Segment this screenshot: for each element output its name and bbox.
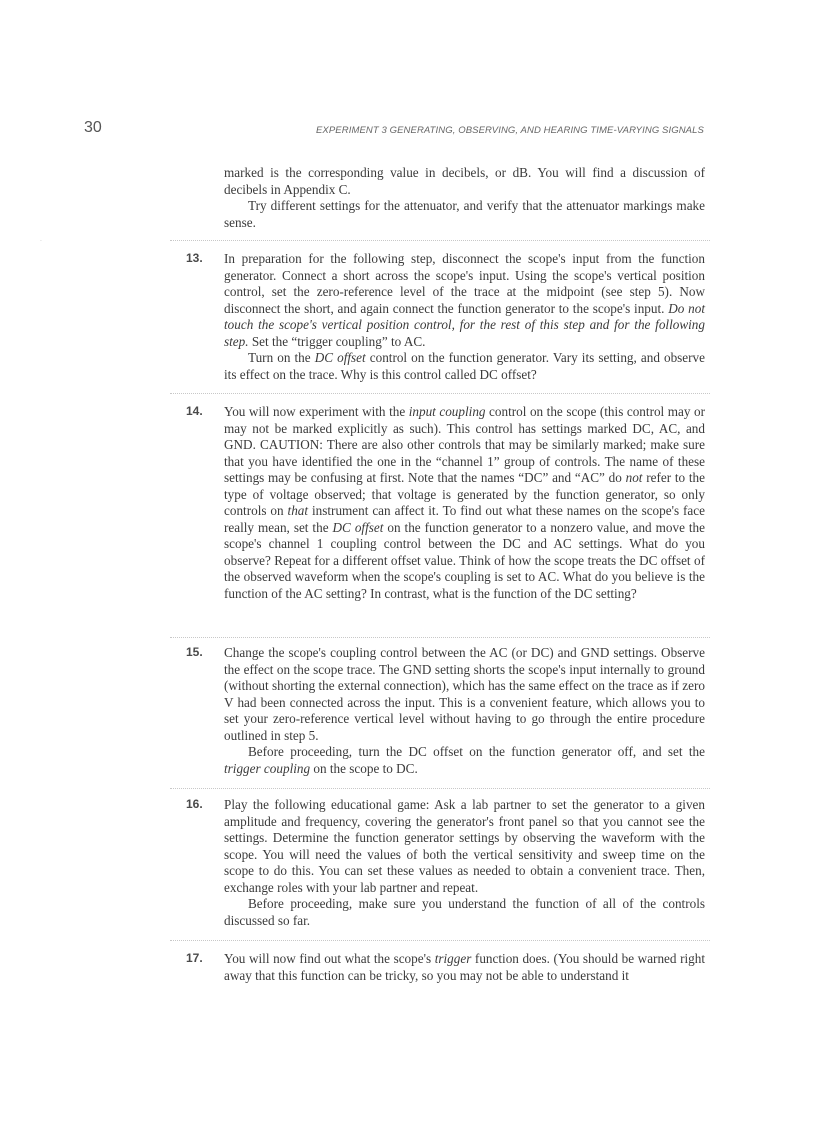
step-15-paragraph-1: Change the scope's coupling control between the AC (or DC) and GND settings. Observe the effect on the scope trace. The GND setting shorts the scope's input internally to ground (without shorting the external connection), which has the same effect on the trace as if zero V had been connected across the input. This is a convenient feature, which allows you to set your zero-reference vertical level without having to go through the entire procedure outlined in step 5.	[224, 645, 705, 743]
step-13-paragraph-1: In preparation for the following step, disconnect the scope's input from the function generator. Connect a short across the scope's input. Using the scope's vertical position control, set the zero-reference level of the trace at the midpoint (see step 5). Now disconnect the short, and again connect the function generator to the scope's input. Do not touch the scope's vertical position control, for the rest of this step and for the following step. Set the “trigger coupling” to AC.	[224, 251, 706, 349]
step-body	[224, 251, 705, 383]
page-number: 30	[84, 119, 102, 136]
step-17	[186, 951, 705, 984]
step-number: 14.	[186, 404, 203, 418]
step-body	[224, 951, 705, 984]
step-number: 16.	[186, 797, 203, 811]
step-16	[186, 797, 705, 929]
margin-mark: ·	[40, 238, 42, 245]
step-15-paragraph-2: Before proceeding, turn the DC offset on the function generator off, and set the trigger coupling on the scope to DC.	[224, 744, 705, 776]
step-number: 15.	[186, 645, 203, 659]
running-head: EXPERIMENT 3 GENERATING, OBSERVING, AND HEARING TIME-VARYING SIGNALS	[316, 125, 704, 136]
intro-paragraph-2: Try different settings for the attenuator, and verify that the attenuator markings make sense.	[224, 198, 705, 230]
intro-paragraph-1: marked is the corresponding value in decibels, or dB. You will find a discussion of decibels in Appendix C.	[224, 165, 705, 197]
step-14-paragraph: You will now experiment with the input coupling control on the scope (this control may or may not be marked explicitly as such). This control has settings marked DC, AC, and GND. CAUTION: There are also other controls that may be similarly marked; make sure that you have identified the one in the “channel 1” group of controls. The name of these settings may be confusing at first. Note that the names “DC” and “AC” do not refer to the type of voltage observed; that voltage is generated by the function generator, so only controls on that instrument can affect it. To find out what these names on the scope's face really mean, set the DC offset on the function generator to a nonzero value, and move the scope's channel 1 coupling control between the DC and AC settings. What do you observe? Repeat for a different offset value. Think of how the scope treats the DC offset of the observed waveform when the scope's coupling is set to AC. What do you believe is the function of the AC setting? In contrast, what is the function of the DC setting?	[224, 404, 706, 601]
intro-block	[224, 165, 705, 231]
divider	[170, 940, 710, 941]
divider	[170, 240, 710, 241]
step-body	[224, 797, 705, 929]
step-body	[224, 645, 705, 777]
divider	[170, 788, 710, 789]
step-number: 17.	[186, 951, 203, 965]
step-15	[186, 645, 705, 777]
step-17-paragraph: You will now find out what the scope's trigger function does. (You should be warned right away that this function can be tricky, so you may not be able to understand it	[224, 951, 705, 983]
step-13	[186, 251, 706, 383]
step-16-paragraph-2: Before proceeding, make sure you understand the function of all of the controls discussed so far.	[224, 896, 705, 928]
divider	[170, 637, 710, 638]
step-16-paragraph-1: Play the following educational game: Ask a lab partner to set the generator to a given amplitude and frequency, covering the generator's front panel so that you cannot see the settings. Determine the function generator settings by observing the waveform with the scope. You will need the values of both the vertical sensitivity and sweep time on the scope to do this. You can set these values as needed to obtain a convenient trace. Then, exchange roles with your lab partner and repeat.	[224, 797, 705, 895]
divider	[170, 393, 710, 394]
step-13-paragraph-2: Turn on the DC offset control on the function generator. Vary its setting, and observe its effect on the trace. Why is this control called DC offset?	[224, 350, 705, 382]
step-14	[186, 404, 706, 602]
step-body	[224, 404, 705, 602]
step-number: 13.	[186, 251, 203, 265]
